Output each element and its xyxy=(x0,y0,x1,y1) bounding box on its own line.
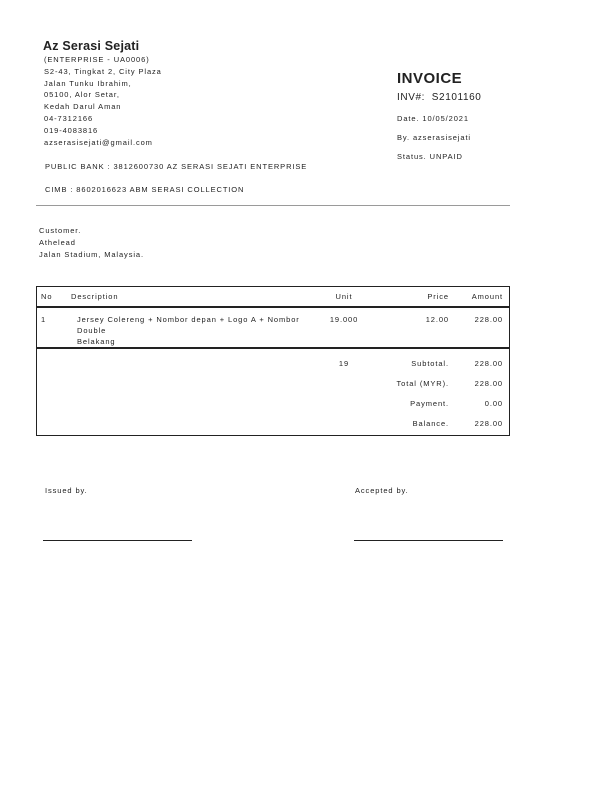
summary-value: 0.00 xyxy=(484,398,503,408)
invoice-issuer: By. azserasisejati xyxy=(397,133,471,142)
company-email: azserasisejati@gmail.com xyxy=(44,137,153,147)
table-row xyxy=(37,307,510,348)
row-no: 1 xyxy=(41,315,47,324)
invoice-date: Date. 10/05/2021 xyxy=(397,114,469,123)
total-units: 19 xyxy=(338,358,350,368)
header-no: No xyxy=(37,287,68,308)
header-unit: Unit xyxy=(309,287,379,308)
invoice-status: Status. UNPAID xyxy=(397,152,463,161)
company-name: Az Serasi Sejati xyxy=(43,39,140,53)
row-unit: 19.000 xyxy=(329,315,359,324)
company-address-line: (ENTERPRISE - UA0006) xyxy=(44,55,150,64)
summary-label: Payment. xyxy=(410,398,449,408)
summary-row-total xyxy=(37,373,510,393)
company-address-line: 05100, Alor Setar, xyxy=(44,90,120,100)
row-description-line: Jersey Colereng + Nombor depan + Logo A + Nombor Double xyxy=(77,315,300,335)
accepted-by-signature-line xyxy=(354,540,503,541)
table-header-row xyxy=(37,287,510,308)
company-address-line: Kedah Darul Aman xyxy=(44,102,122,112)
invoice-number: INV#: S2101160 xyxy=(397,92,482,103)
header-description: Description xyxy=(67,287,309,308)
company-address-line: S2-43, Tingkat 2, City Plaza xyxy=(44,66,162,76)
customer-name: Athelead xyxy=(39,238,76,247)
company-phone: 04-7312166 xyxy=(44,113,94,123)
bank-account-cimb: CIMB : 8602016623 ABM SERASI COLLECTION xyxy=(45,185,245,194)
company-address-line: Jalan Tunku Ibrahim, xyxy=(44,78,132,88)
summary-value: 228.00 xyxy=(474,358,503,368)
customer-block xyxy=(39,225,144,261)
invoice-title: INVOICE xyxy=(397,70,463,87)
invoice-items-table xyxy=(36,286,510,436)
summary-row-subtotal xyxy=(37,348,510,373)
issued-by-signature-line xyxy=(43,540,192,541)
issued-by-label: Issued by. xyxy=(45,486,88,495)
summary-value: 228.00 xyxy=(474,418,503,428)
customer-label: Customer. xyxy=(39,226,82,235)
header-price: Price xyxy=(379,287,455,308)
summary-row-payment xyxy=(37,393,510,413)
summary-label: Subtotal. xyxy=(411,358,449,368)
header-divider xyxy=(36,205,510,206)
customer-address: Jalan Stadium, Malaysia. xyxy=(39,250,144,259)
summary-label: Balance. xyxy=(412,418,449,428)
row-price: 12.00 xyxy=(425,315,449,324)
row-description-line: Belakang xyxy=(77,337,116,346)
row-description xyxy=(67,307,309,348)
summary-row-balance xyxy=(37,413,510,436)
accepted-by-label: Accepted by. xyxy=(355,486,409,495)
header-amount: Amount xyxy=(455,287,510,308)
summary-value: 228.00 xyxy=(474,378,503,388)
row-amount: 228.00 xyxy=(474,315,503,324)
bank-account-public: PUBLIC BANK : 3812600730 AZ SERASI SEJATI ENTERPRISE xyxy=(45,162,308,171)
company-mobile: 019-4083816 xyxy=(44,125,99,135)
company-address xyxy=(44,54,162,148)
summary-label: Total (MYR). xyxy=(396,378,449,388)
